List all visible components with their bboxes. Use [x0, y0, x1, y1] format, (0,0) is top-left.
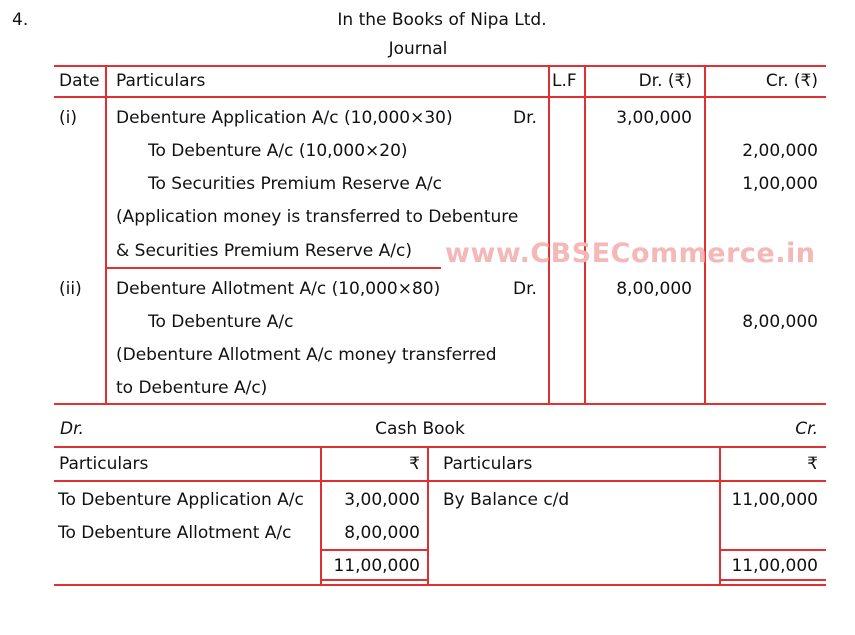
cb-right-particulars-header: Particulars — [443, 454, 533, 474]
narration-line: (Debenture Allotment A/c money transferred — [116, 345, 497, 365]
dr-marker: Dr. — [513, 108, 537, 128]
watermark: www.CBSECommerce.in — [445, 238, 816, 269]
cb-particulars: To Debenture Allotment A/c — [58, 523, 292, 543]
col-dr-header: Dr. (₹) — [638, 71, 692, 91]
credit-account: To Debenture A/c — [148, 312, 294, 332]
debit-account: Debenture Allotment A/c (10,000×80) — [116, 279, 441, 299]
cb-particulars: By Balance c/d — [443, 490, 570, 510]
cr-amount: 1,00,000 — [742, 174, 818, 194]
cb-amount: 11,00,000 — [731, 490, 818, 510]
cb-amount: 3,00,000 — [344, 490, 420, 510]
cashbook-title: Cash Book — [375, 419, 465, 439]
entry-date: (i) — [59, 108, 77, 128]
cashbook-cr-label: Cr. — [795, 419, 818, 439]
cb-amount: 8,00,000 — [344, 523, 420, 543]
cashbook-dr-label: Dr. — [60, 419, 84, 439]
cb-right-amount-header: ₹ — [807, 454, 818, 474]
narration-line: & Securities Premium Reserve A/c) — [116, 241, 412, 261]
credit-account: To Securities Premium Reserve A/c — [148, 174, 442, 194]
dr-amount: 3,00,000 — [616, 108, 692, 128]
cb-left-amount-header: ₹ — [409, 454, 420, 474]
narration-line: (Application money is transferred to Debenture — [116, 207, 519, 227]
cb-left-total: 11,00,000 — [333, 556, 420, 576]
question-number: 4. — [12, 10, 29, 30]
debit-account: Debenture Application A/c (10,000×30) — [116, 108, 453, 128]
col-lf-header: L.F — [552, 71, 577, 91]
cb-particulars: To Debenture Application A/c — [58, 490, 304, 510]
cb-left-particulars-header: Particulars — [59, 454, 149, 474]
credit-account: To Debenture A/c (10,000×20) — [148, 141, 408, 161]
cr-amount: 2,00,000 — [742, 141, 818, 161]
page-title: In the Books of Nipa Ltd. — [337, 10, 547, 30]
journal-title: Journal — [388, 39, 448, 59]
entry-date: (ii) — [59, 279, 82, 299]
col-cr-header: Cr. (₹) — [765, 71, 818, 91]
dr-marker: Dr. — [513, 279, 537, 299]
col-date-header: Date — [59, 71, 100, 91]
narration-line: to Debenture A/c) — [116, 378, 268, 398]
cr-amount: 8,00,000 — [742, 312, 818, 332]
col-particulars-header: Particulars — [116, 71, 206, 91]
dr-amount: 8,00,000 — [616, 279, 692, 299]
cb-right-total: 11,00,000 — [731, 556, 818, 576]
